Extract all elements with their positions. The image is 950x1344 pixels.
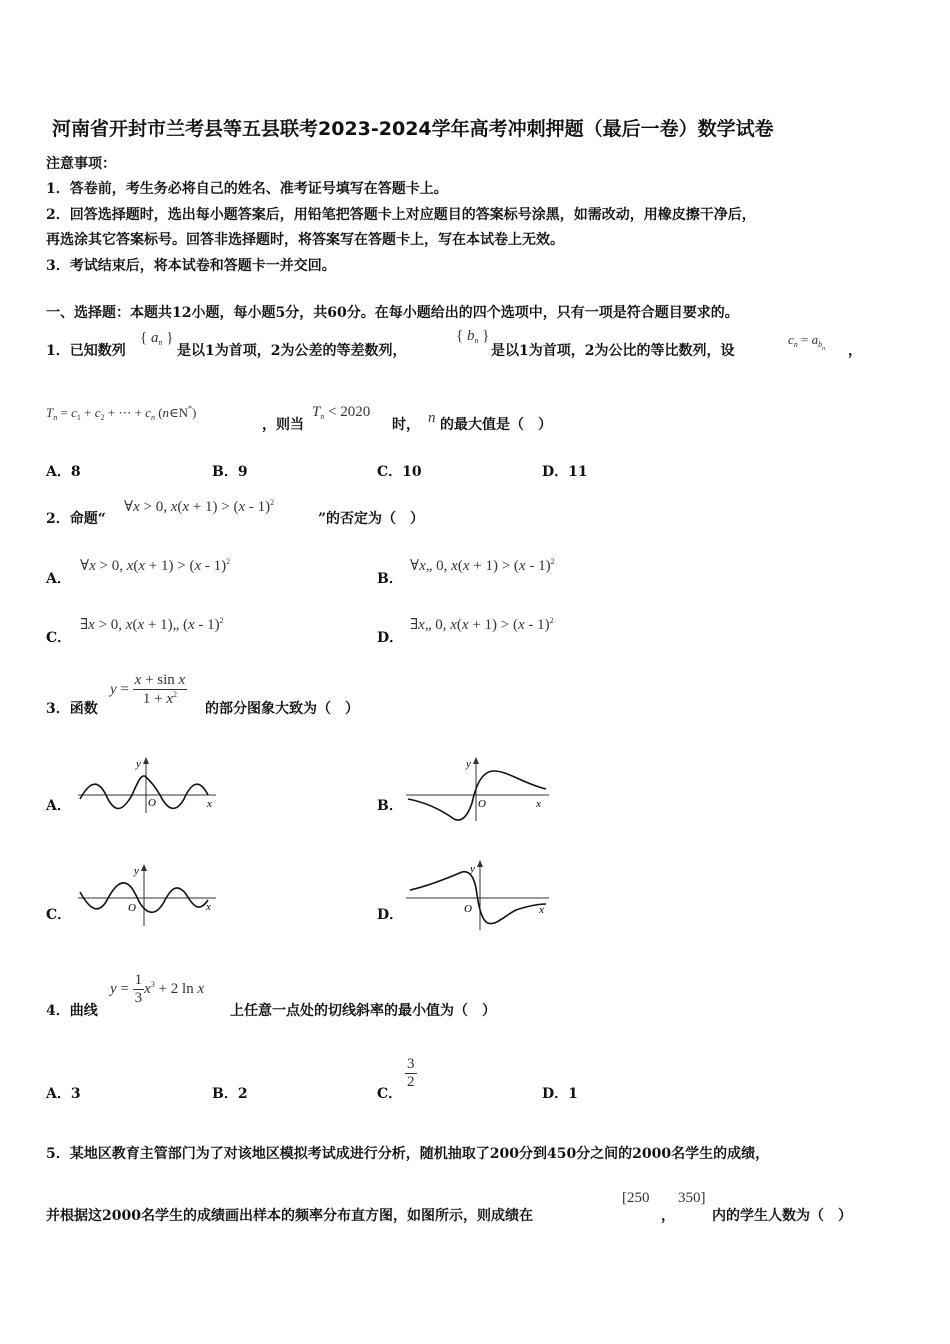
- q4-curve: y = $\frac{1}{3}$ $x^3 + 2$ ln x: [110, 972, 205, 1006]
- q1-formula-t: $T_n = c_1 + c_2$ + ⋯ + $c_n$ (n∈N*): [46, 404, 197, 422]
- origin-label: O: [464, 903, 472, 915]
- q2-proposition: ∀x > 0, x(x + 1) > (x - 1)$^2$: [124, 498, 275, 515]
- q5-interval-right: 350]: [678, 1190, 706, 1206]
- axis-x-label: x: [206, 901, 211, 913]
- q4-text: 上任意一点处的切线斜率的最小值为（ ）: [230, 1003, 496, 1019]
- q2-option-b[interactable]: ∀x„ 0, x(x + 1) > (x - 1)$^2$: [410, 557, 555, 574]
- notice-heading: 注意事项：: [46, 156, 116, 172]
- q3-text: 的部分图象大致为（ ）: [205, 701, 359, 717]
- q2-text: ”的否定为（ ）: [318, 511, 425, 527]
- q1-text: 是以1为首项，2为公比的等比数列，设: [491, 343, 735, 359]
- q1-formula-ineq: $T_n < 2020$: [312, 404, 371, 421]
- q3-graph-d[interactable]: [404, 858, 554, 934]
- notice-item: 再选涂其它答案标号。回答非选择题时，将答案写在答题卡上，写在本试卷上无效。: [46, 232, 564, 248]
- q4-text: 4．曲线: [46, 1003, 98, 1019]
- q3-option-b-label[interactable]: B．: [377, 798, 403, 814]
- q1-option-b[interactable]: B．9: [212, 464, 248, 480]
- q1-option-c[interactable]: C．10: [377, 464, 422, 480]
- q1-option-d[interactable]: D．11: [542, 464, 588, 480]
- axis-x-label: x: [539, 904, 544, 916]
- q1-text: 是以1为首项，2为公差的等差数列，: [177, 343, 407, 359]
- q5-text: 并根据这2000名学生的成绩画出样本的频率分布直方图，如图所示，则成绩在: [46, 1208, 533, 1224]
- q2-option-c-label[interactable]: C．: [46, 630, 72, 646]
- q1-text: ，则当: [262, 417, 304, 433]
- q5-text: 5．某地区教育主管部门为了对该地区模拟考试成进行分析，随机抽取了200分到450分之间的2000名学生的成绩，: [46, 1146, 770, 1162]
- q1-text: 1．已知数列: [46, 343, 126, 359]
- q3-option-c-label[interactable]: C．: [46, 907, 72, 923]
- q3-graph-a[interactable]: [76, 755, 226, 815]
- q5-text: 内的学生人数为（ ）: [712, 1208, 852, 1224]
- section-heading: 一、选择题：本题共12小题，每小题5分，共60分。在每小题给出的四个选项中，只有一项是符合题目要求的。: [46, 305, 739, 321]
- q2-text: 2．命题“: [46, 511, 106, 527]
- q4-option-c[interactable]: $\frac{3}{2}$: [407, 1056, 415, 1090]
- origin-label: O: [478, 798, 486, 810]
- axis-y-label: y: [134, 865, 139, 877]
- notice-item: 1．答卷前，考生务必将自己的姓名、准考证号填写在答题卡上。: [46, 181, 448, 197]
- origin-label: O: [128, 902, 136, 914]
- q1-text: ，: [848, 343, 862, 359]
- q1-text: 的最大值是（ ）: [440, 417, 552, 433]
- q3-graph-b[interactable]: [404, 755, 554, 825]
- q2-option-a-label[interactable]: A．: [46, 571, 71, 587]
- q1-seq-b: { $b_n$ }: [456, 328, 490, 345]
- q1-seq-a: { $a_n$ }: [140, 330, 174, 347]
- q5-text: ，: [661, 1208, 675, 1224]
- q4-option-d[interactable]: D．1: [542, 1086, 578, 1102]
- q2-option-d[interactable]: ∃x„ 0, x(x + 1) > (x - 1)$^2$: [410, 616, 554, 633]
- q1-text: 时，: [392, 417, 420, 433]
- axis-x-label: x: [207, 798, 212, 810]
- q1-option-a[interactable]: A．8: [46, 464, 81, 480]
- q3-graph-c[interactable]: [76, 862, 226, 932]
- axis-y-label: y: [136, 758, 141, 770]
- q3-function: y = $\frac{\text{x + sin x}}{1 + x^2}$: [110, 672, 186, 707]
- q3-text: 3．函数: [46, 701, 98, 717]
- q2-option-a[interactable]: ∀x > 0, x(x + 1) > (x - 1)$^2$: [80, 557, 231, 574]
- q2-option-d-label[interactable]: D．: [377, 630, 404, 646]
- q1-var-n: n: [428, 410, 436, 426]
- axis-y-label: y: [466, 758, 471, 770]
- origin-label: O: [148, 797, 156, 809]
- q2-option-b-label[interactable]: B．: [377, 571, 403, 587]
- q3-option-a-label[interactable]: A．: [46, 798, 71, 814]
- q4-option-a[interactable]: A．3: [46, 1086, 81, 1102]
- axis-y-label: y: [470, 863, 475, 875]
- notice-item: 2．回答选择题时，选出每小题答案后，用铅笔把答题卡上对应题目的答案标号涂黑，如需改动，用橡皮擦干净后，: [46, 207, 756, 223]
- q2-option-c[interactable]: ∃x > 0, x(x + 1)„ (x - 1)$^2$: [80, 616, 224, 633]
- q5-interval-left: [250: [622, 1190, 650, 1206]
- page-title: 河南省开封市兰考县等五县联考2023-2024学年高考冲刺押题（最后一卷）数学试卷: [52, 118, 774, 140]
- q4-option-c-label[interactable]: C．: [377, 1086, 403, 1102]
- q3-option-d-label[interactable]: D．: [377, 907, 404, 923]
- q1-formula-c: $c_n = a_{b_n}$: [788, 332, 826, 352]
- notice-item: 3．考试结束后，将本试卷和答题卡一并交回。: [46, 258, 336, 274]
- q4-option-b[interactable]: B．2: [212, 1086, 248, 1102]
- axis-x-label: x: [536, 798, 541, 810]
